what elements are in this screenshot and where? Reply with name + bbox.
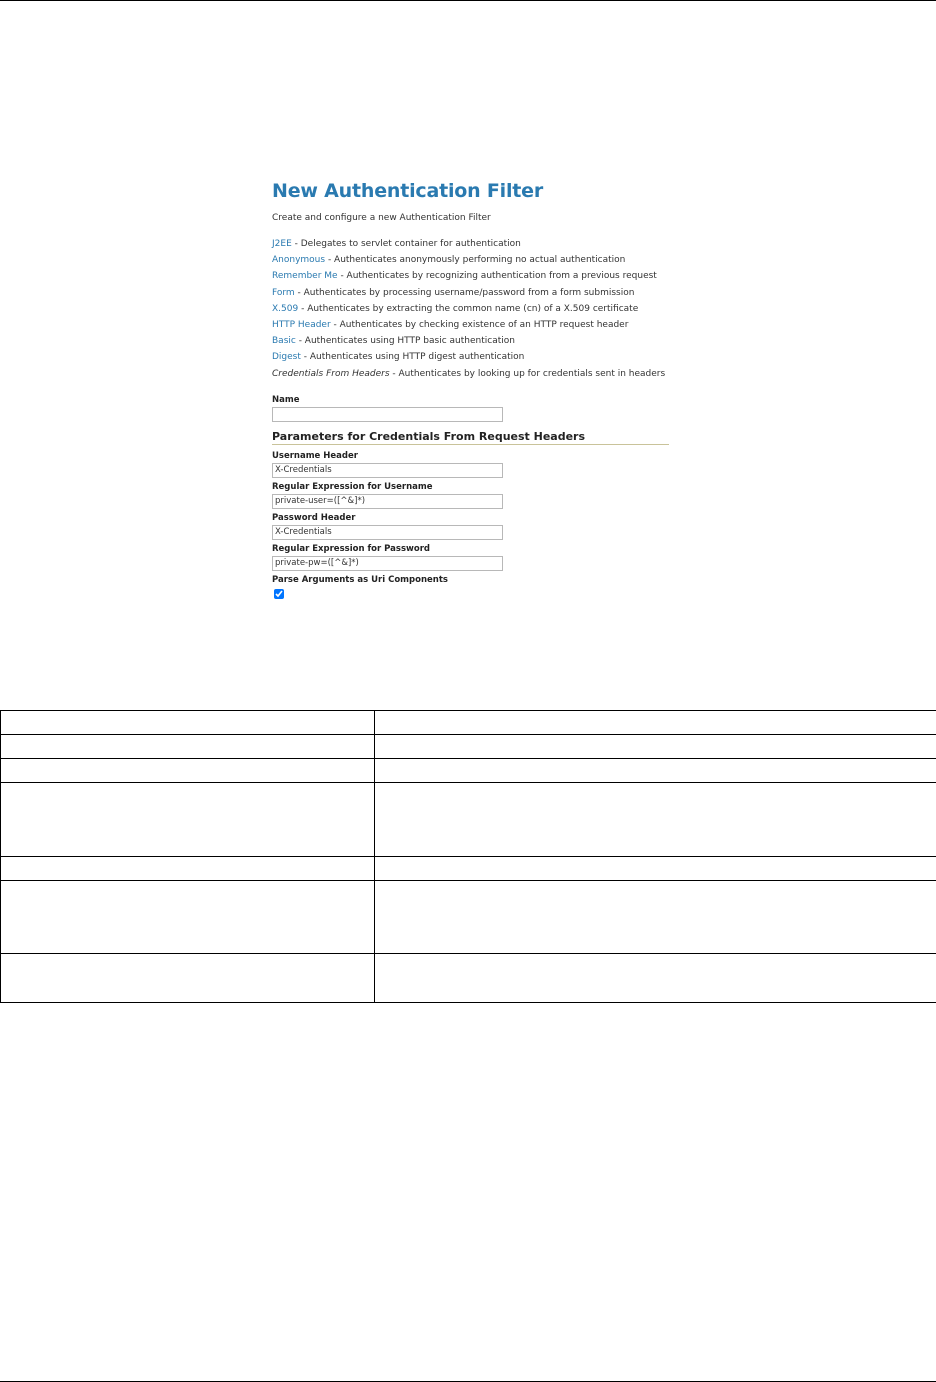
table-cell: [1, 711, 375, 735]
table-cell: [1, 881, 375, 954]
filter-link-remember-me[interactable]: Remember Me: [272, 271, 338, 282]
parse-arguments-label: Parse Arguments as Uri Components: [272, 574, 448, 585]
password-header-group: [272, 513, 672, 540]
page-top-rule: [0, 0, 936, 1]
username-header-input[interactable]: [272, 463, 503, 478]
table-cell: [375, 783, 936, 857]
table-row: [1, 711, 936, 735]
filter-description: - Authenticates by checking existence of an HTTP request header: [330, 320, 629, 331]
parse-arguments-checkbox[interactable]: [274, 589, 284, 599]
table-cell: [375, 759, 936, 783]
section-heading: Parameters for Credentials From Request Headers: [272, 430, 669, 445]
filter-item-http-header: [272, 317, 672, 333]
filter-item-credentials-from-headers: [272, 366, 672, 382]
filter-description: - Authenticates by extracting the common name (cn) of a X.509 certificate: [298, 303, 639, 314]
table-cell: [1, 857, 375, 881]
parse-arguments-group: [272, 575, 672, 599]
password-regex-label: Regular Expression for Password: [272, 543, 430, 554]
username-regex-label: Regular Expression for Username: [272, 481, 433, 492]
table-cell: [1, 954, 375, 1003]
filter-item-form: [272, 285, 672, 301]
password-header-input[interactable]: [272, 525, 503, 540]
filter-link-anonymous[interactable]: Anonymous: [272, 255, 326, 266]
name-label: Name: [272, 394, 300, 405]
table-row: [1, 783, 936, 857]
username-header-group: [272, 451, 672, 478]
name-input[interactable]: [272, 407, 503, 422]
table-cell: [1, 759, 375, 783]
filter-item-remember-me: [272, 268, 672, 284]
table-cell: [375, 711, 936, 735]
filter-item-anonymous: [272, 252, 672, 268]
filter-type-list: [272, 236, 672, 382]
password-regex-group: [272, 544, 672, 571]
authentication-filter-screenshot: [272, 178, 672, 599]
page-subtitle: Create and configure a new Authentication Filter: [272, 213, 491, 223]
filter-item-basic: [272, 333, 672, 349]
filter-description: - Delegates to servlet container for authentication: [291, 239, 521, 249]
filter-link-basic[interactable]: Basic: [272, 336, 296, 347]
table-cell: [1, 783, 375, 857]
username-header-label: Username Header: [272, 450, 358, 461]
filter-link-x509[interactable]: X.509: [272, 303, 299, 314]
filter-link-j2ee[interactable]: J2EE: [272, 239, 292, 249]
reference-table: [0, 710, 936, 1003]
filter-current-credentials-from-headers: Credentials From Headers: [272, 368, 390, 379]
password-regex-input[interactable]: [272, 556, 503, 571]
filter-description: - Authenticates using HTTP digest authentication: [300, 352, 525, 363]
table-row: [1, 857, 936, 881]
filter-description: - Authenticates by processing username/password from a form submission: [294, 287, 635, 298]
filter-link-form[interactable]: Form: [272, 287, 295, 298]
table-row: [1, 954, 936, 1003]
table-cell: [375, 735, 936, 759]
table-row: [1, 735, 936, 759]
username-regex-group: [272, 482, 672, 509]
table-cell: [375, 881, 936, 954]
filter-link-http-header[interactable]: HTTP Header: [272, 320, 331, 331]
table-row: [1, 881, 936, 954]
username-regex-input[interactable]: [272, 494, 503, 509]
table-cell: [375, 954, 936, 1003]
filter-description: - Authenticates anonymously performing no actual authentication: [325, 255, 626, 266]
filter-item-digest: [272, 349, 672, 365]
password-header-label: Password Header: [272, 512, 356, 523]
filter-description: - Authenticates by looking up for credentials sent in headers: [389, 368, 666, 379]
filter-description: - Authenticates using HTTP basic authentication: [295, 336, 515, 347]
filter-link-digest[interactable]: Digest: [272, 352, 301, 363]
table-cell: [375, 857, 936, 881]
page-title: New Authentication Filter: [272, 180, 544, 202]
table-cell: [1, 735, 375, 759]
filter-item-x509: [272, 301, 672, 317]
filter-item-j2ee: [272, 236, 672, 252]
filter-description: - Authenticates by recognizing authentication from a previous request: [337, 271, 657, 282]
table-row: [1, 759, 936, 783]
